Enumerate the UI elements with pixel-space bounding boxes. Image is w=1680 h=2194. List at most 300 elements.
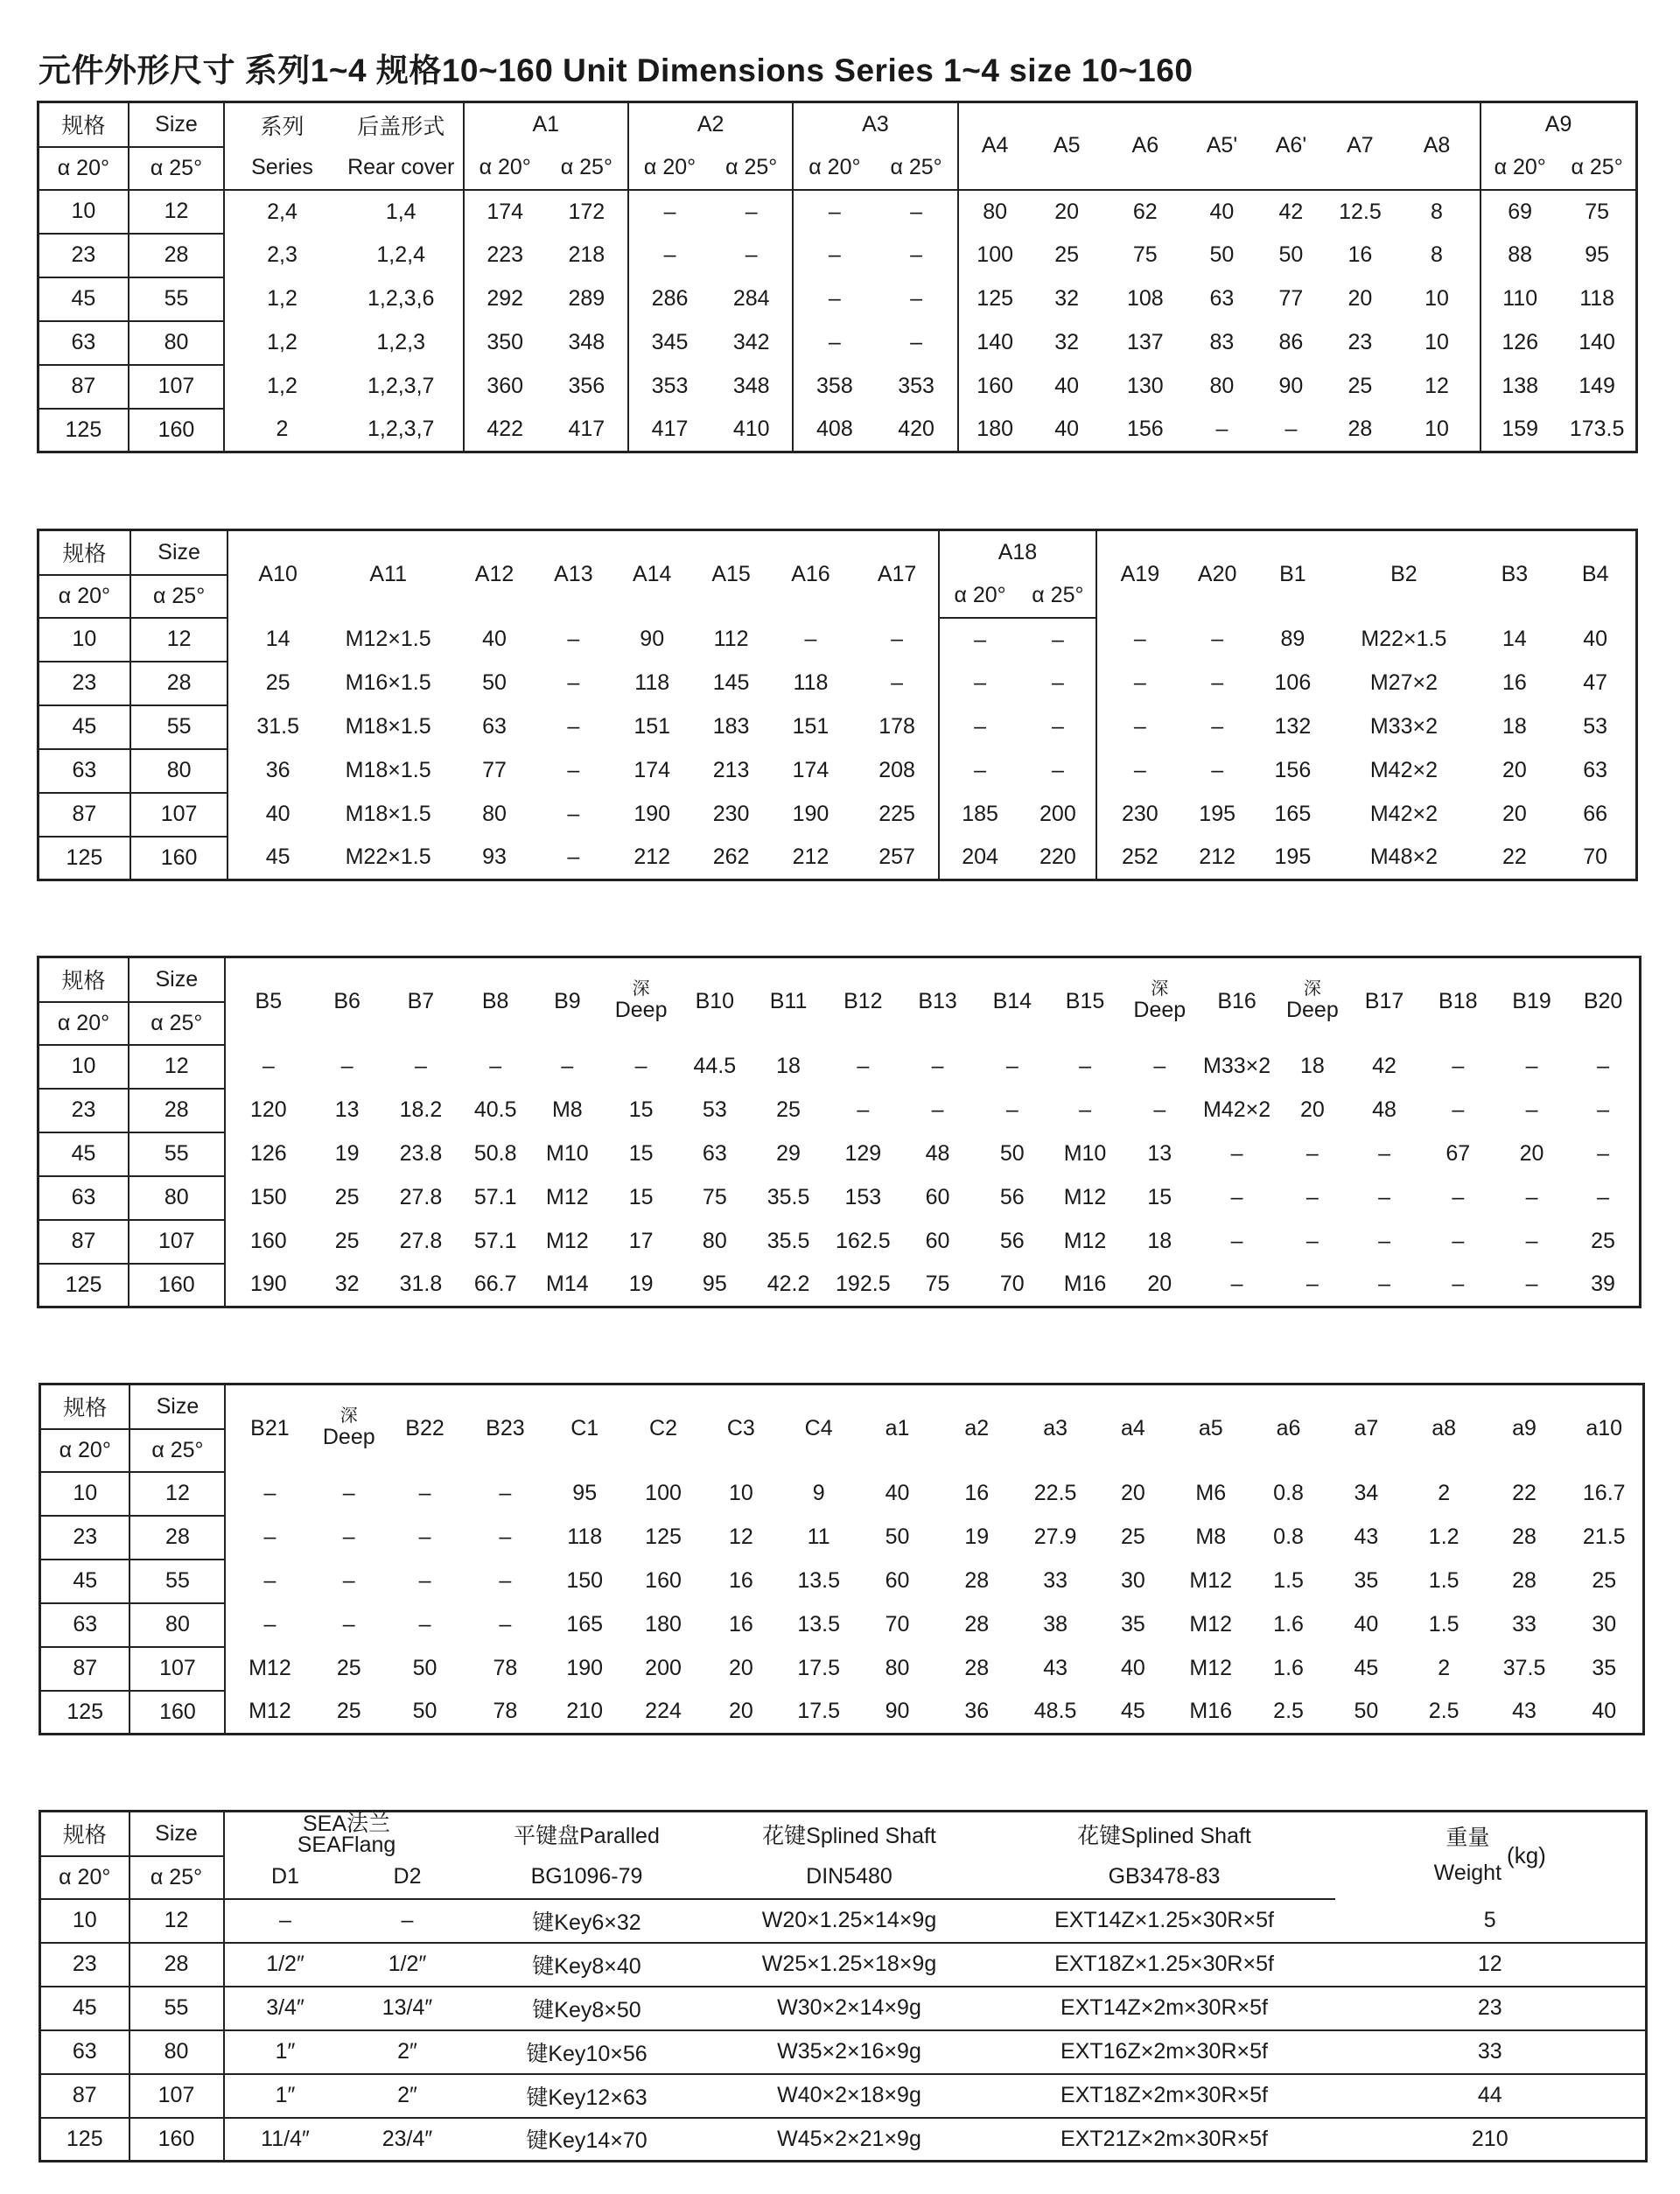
value-cell: 37.5 [1502,1656,1546,1680]
col-B13: B13 [918,988,957,1013]
value-cell: 140 [1578,330,1615,354]
value-cell: – [875,190,957,234]
value-cell: 1″ [224,2030,346,2074]
value-cell: 2″ [346,2030,469,2074]
value-cell: – [931,1054,944,1078]
value-cell: 30 [1121,1568,1145,1593]
size-alpha20-cell: 23 [38,1089,130,1132]
value-cell: 90 [640,627,665,651]
size-alpha20-cell: 23 [38,234,129,277]
value-cell: 145 [712,670,750,695]
col-a8: a8 [1432,1415,1457,1440]
value-cell: W20×1.25×14×9g [705,1899,994,1943]
value-cell: – [974,670,986,695]
value-cell: 178 [856,705,939,749]
col-A12: A12 [474,561,514,586]
A9-a25: α 25° [1558,147,1636,190]
key-header-title: 平键盘Paralled [514,1823,660,1848]
value-cell: – [418,1568,431,1593]
value-cell: – [567,714,580,739]
value-cell: M22×1.5 [1361,627,1447,651]
size-alpha20-cell: 125 [38,837,130,880]
value-cell: 40 [1054,374,1080,398]
value-cell: 18 [1299,1054,1325,1078]
value-cell: M16×1.5 [345,670,431,695]
value-cell: 16 [728,1612,753,1637]
value-cell: 19 [628,1272,654,1297]
value-cell: EXT18Z×1.25×30R×5f [994,1943,1335,1987]
value-cell: 53 [1583,714,1608,739]
col-C3: C3 [726,1415,755,1440]
value-cell: – [856,662,939,705]
size-alpha25-cell: 107 [129,365,224,409]
value-cell: M33×2 [1369,714,1438,739]
value-cell: 62 [1132,199,1158,224]
value-cell: 66.7 [473,1272,517,1297]
size-alpha20-cell: 10 [38,1045,130,1089]
value-cell: 15 [1147,1185,1172,1209]
size-alpha20-cell: 10 [38,190,129,234]
value-cell: 键Key8×40 [469,1943,705,1987]
col-A13: A13 [554,561,593,586]
value-cell: 40 [1121,1656,1145,1680]
value-cell: M12×1.5 [345,627,431,651]
value-cell: – [1133,670,1146,695]
value-cell: 345 [651,330,689,354]
value-cell: 60 [885,1568,910,1593]
value-cell: 218 [546,234,628,277]
value-cell: 43 [1354,1525,1379,1549]
A1-a20: α 20° [464,147,546,190]
value-cell: – [224,1899,346,1943]
value-cell: – [974,627,986,652]
value-cell: M6 [1195,1481,1227,1505]
size-alpha25-cell: 55 [130,1987,224,2030]
value-cell: 190 [634,802,671,826]
value-cell: – [710,234,793,277]
value-cell: 10 [1394,277,1480,321]
value-cell: 53 [702,1097,727,1122]
value-cell: 165 [566,1612,604,1637]
value-cell: 8 [1394,190,1480,234]
col-a5: a5 [1198,1415,1223,1440]
value-cell: 23.8 [399,1141,443,1166]
value-cell: 50 [1209,242,1235,267]
size-alpha25-cell: 12 [129,1045,225,1089]
din-standard-label: DIN5480 [705,1856,994,1899]
value-cell: 1.2 [1428,1525,1460,1549]
alpha20-header: α 20° [38,1002,130,1045]
value-cell: – [1230,1141,1243,1166]
value-cell: 18 [1502,714,1527,739]
alpha20-header: α 20° [38,147,129,190]
col-B7: B7 [407,988,435,1013]
A18-a20: α 20° [939,575,1020,618]
value-cell: 151 [634,714,671,739]
deep-en-label: Deep [322,1424,375,1449]
value-cell: 190 [792,802,830,826]
value-cell: 174 [634,758,671,782]
value-cell: M16 [1189,1699,1233,1724]
size-alpha25-cell: 12 [130,618,228,662]
value-cell: 67 [1446,1141,1471,1166]
value-cell: 156 [1274,758,1312,782]
value-cell: 1.5 [1273,1568,1304,1593]
size-alpha25-cell: 12 [130,1472,225,1516]
value-cell: 1,2 [267,330,298,354]
value-cell: – [567,802,580,826]
value-cell: 130 [1126,374,1164,398]
value-cell: 110 [1502,286,1538,311]
dimensions-table-4 [38,1383,1645,1735]
value-cell: – [262,1054,275,1078]
value-cell: 80 [702,1229,727,1253]
value-cell: 50.8 [473,1141,517,1166]
value-cell: – [1525,1185,1538,1209]
value-cell: 50 [1278,242,1304,267]
value-cell: 38 [1043,1612,1068,1637]
value-cell: 18.2 [399,1097,443,1122]
value-cell: – [263,1481,276,1505]
size-alpha25-cell: 28 [130,1943,224,1987]
value-cell: 358 [816,374,853,398]
value-cell: 150 [566,1568,604,1593]
value-cell: 33 [1512,1612,1536,1637]
value-cell: 2″ [346,2074,469,2118]
size-alpha25-cell: 55 [130,705,228,749]
value-cell: 284 [710,277,793,321]
table-row [40,2030,1647,2074]
value-cell: 48.5 [1033,1699,1077,1724]
size-alpha25-cell: 107 [129,1220,225,1264]
value-cell: 80 [983,199,1008,224]
col-A18: A18 [939,530,1096,575]
col-B16: B16 [1217,988,1256,1013]
value-cell: 125 [976,286,1014,311]
col-A3: A3 [793,102,957,147]
value-cell: EXT16Z×2m×30R×5f [994,2030,1335,2074]
alpha25-header: α 25° [130,1856,224,1899]
size-alpha20-cell: 125 [38,1264,130,1307]
value-cell: 159 [1502,417,1539,442]
value-cell: M12 [546,1185,589,1209]
size-alpha20-cell: 45 [38,1132,130,1176]
col-A20: A20 [1197,561,1237,586]
value-cell: 20 [1502,802,1527,826]
value-cell: 42.2 [766,1272,810,1297]
value-cell: W25×1.25×18×9g [705,1943,994,1987]
page-title: 元件外形尺寸 系列1~4 规格10~160 Unit Dimensions Series 1~4 size 10~160 [38,53,1194,88]
size-alpha25-cell: 28 [130,1516,225,1560]
value-cell: 225 [856,793,939,837]
value-cell: 120 [249,1097,287,1122]
value-cell: 348 [710,365,793,409]
value-cell: 13/4″ [346,1987,469,2030]
value-cell: 27.9 [1033,1525,1077,1549]
A1-a25: α 25° [546,147,628,190]
value-cell: M12 [248,1656,291,1680]
value-cell: 252 [1121,845,1158,870]
value-cell: 210 [1471,2126,1508,2151]
value-cell: – [499,1525,512,1549]
size-alpha20-cell: 63 [40,2030,130,2074]
value-cell: 95 [1585,242,1610,267]
value-cell: M18×1.5 [345,758,431,782]
sea-en-label: SEAFlang [297,1832,396,1856]
value-cell: 40 [1054,417,1080,442]
A3-a25: α 25° [875,147,957,190]
value-cell: 2,3 [267,242,298,267]
col-A6: A6 [1131,133,1159,158]
value-cell: 257 [856,837,939,880]
value-cell: – [1211,758,1224,782]
value-cell: 78 [493,1656,518,1680]
value-cell: 18 [1147,1229,1172,1253]
value-cell: 1,2,3 [340,321,464,365]
value-cell: M48×2 [1369,845,1438,870]
weight-en-label: Weight [1433,1861,1502,1886]
table-row [38,277,1637,321]
value-cell: 185 [962,802,998,826]
value-cell: – [1133,714,1146,739]
value-cell: 80 [885,1656,910,1680]
col-B22: B22 [405,1415,444,1440]
col-A2: A2 [628,102,793,147]
value-cell: 173.5 [1569,417,1625,442]
value-cell: – [263,1525,276,1549]
alpha25-header: α 25° [129,147,224,190]
value-cell: 108 [1126,286,1164,311]
value-cell: 1,2 [267,286,298,311]
value-cell: 40.5 [473,1097,517,1122]
value-cell: – [1005,1097,1018,1122]
table-row [38,1176,1641,1220]
size-header: Size [130,1812,224,1856]
deep-cn-label: 深 [1303,978,1321,999]
table-row [38,321,1637,365]
key-standard-label: BG1096-79 [469,1856,705,1899]
table-row [40,1987,1647,2030]
value-cell: 键Key12×63 [469,2074,705,2118]
col-B14: B14 [992,988,1032,1013]
value-cell: 48 [1372,1097,1396,1122]
value-cell: 45 [1121,1699,1145,1724]
col-B19: B19 [1512,988,1551,1013]
value-cell: – [1230,1185,1243,1209]
size-alpha25-cell: 55 [129,1132,225,1176]
value-cell: M18×1.5 [345,714,431,739]
value-cell: 28 [1348,417,1373,442]
value-cell: – [875,234,957,277]
guige-header: 规格 [38,530,130,575]
size-alpha20-cell: 87 [40,2074,130,2118]
value-cell: – [342,1481,355,1505]
value-cell: – [263,1612,276,1637]
value-cell: – [263,1568,276,1593]
size-alpha20-cell: 45 [40,1987,130,2030]
value-cell: 33 [1043,1568,1068,1593]
value-cell: – [1378,1141,1390,1166]
size-alpha25-cell: 80 [130,2030,224,2074]
value-cell: 410 [710,409,793,452]
value-cell: 33 [1335,2030,1647,2074]
value-cell: 2.5 [1428,1699,1460,1724]
value-cell: 126 [249,1141,287,1166]
value-cell: 118 [793,670,829,695]
table-row [38,234,1637,277]
value-cell: 422 [486,417,524,442]
value-cell: 25 [336,1656,361,1680]
value-cell: 25 [336,1699,361,1724]
value-cell: 86 [1278,330,1304,354]
value-cell: – [418,1481,431,1505]
table-row [38,749,1637,793]
value-cell: – [1452,1185,1465,1209]
col-B18: B18 [1438,988,1478,1013]
value-cell: EXT18Z×2m×30R×5f [994,2074,1335,2118]
value-cell: 220 [1020,837,1096,880]
value-cell: 50 [999,1141,1025,1166]
value-cell: 153 [844,1185,882,1209]
value-cell: 137 [1126,330,1164,354]
col-A5p: A5' [1206,133,1238,158]
value-cell: – [1525,1097,1538,1122]
value-cell: 22 [1502,845,1527,870]
col-C4: C4 [804,1415,833,1440]
size-header: Size [130,530,228,575]
value-cell: 48 [925,1141,950,1166]
value-cell: 32 [1054,330,1080,354]
A2-a20: α 20° [628,147,710,190]
value-cell: – [1215,417,1228,442]
value-cell: 17 [628,1229,654,1253]
value-cell: 100 [976,242,1014,267]
size-alpha25-cell: 80 [130,749,228,793]
value-cell: 75 [1585,199,1610,224]
value-cell: 353 [651,374,689,398]
col-a4: a4 [1121,1415,1145,1440]
value-cell: 22.5 [1033,1481,1077,1505]
col-B4: B4 [1581,561,1609,586]
value-cell: 180 [645,1612,682,1637]
value-cell: 160 [249,1229,287,1253]
value-cell: 47 [1583,670,1608,695]
size-alpha20-cell: 63 [38,749,130,793]
col-C2: C2 [649,1415,678,1440]
col-A9: A9 [1544,112,1572,137]
value-cell: – [1597,1185,1609,1209]
guige-header: 规格 [40,1384,130,1429]
value-cell: 45 [265,845,290,870]
value-cell: 95 [572,1481,598,1505]
table-row [38,793,1637,837]
value-cell: 1/2″ [224,1943,346,1987]
value-cell: – [1597,1141,1609,1166]
value-cell: 95 [702,1272,727,1297]
value-cell: 160 [645,1568,682,1593]
size-alpha25-cell: 80 [129,1176,225,1220]
value-cell: – [1020,618,1096,662]
deep-cn-label: 深 [1151,978,1169,999]
value-cell: 30 [1592,1612,1617,1637]
guige-header: 规格 [38,957,130,1002]
size-alpha20-cell: 87 [38,365,129,409]
value-cell: 77 [1278,286,1304,311]
guige-header: 规格 [40,1812,130,1856]
value-cell: 28 [1512,1525,1536,1549]
value-cell: 12 [1335,1943,1647,1987]
value-cell: – [1452,1054,1465,1078]
value-cell: 35.5 [766,1229,810,1253]
value-cell: 14 [265,627,290,651]
value-cell: 35 [1121,1612,1145,1637]
value-cell: – [1133,627,1146,651]
shaft-connection-table [38,1810,1648,2162]
deep-cn-label: 深 [632,978,650,999]
size-alpha25-cell: 107 [130,2074,224,2118]
value-cell: 17.5 [797,1699,840,1724]
value-cell: 键Key10×56 [469,2030,705,2074]
value-cell: 112 [713,627,749,651]
value-cell: 63 [702,1141,727,1166]
size-alpha25-cell: 55 [129,277,224,321]
value-cell: – [567,845,580,870]
value-cell: 70 [1583,845,1608,870]
value-cell: 208 [856,749,939,793]
value-cell: 43 [1043,1656,1068,1680]
value-cell: – [499,1612,512,1637]
value-cell: – [1306,1272,1319,1297]
col-A16: A16 [791,561,830,586]
size-alpha25-cell: 160 [130,1691,225,1735]
table-row [40,1472,1644,1516]
value-cell: M42×2 [1203,1097,1271,1122]
value-cell: 200 [1020,793,1096,837]
value-cell: 键Key6×32 [469,1899,705,1943]
col-a10: a10 [1586,1415,1623,1440]
value-cell: 212 [1199,845,1236,870]
table-row [38,705,1637,749]
value-cell: – [1452,1229,1465,1253]
value-cell: 25 [1121,1525,1145,1549]
value-cell: – [418,1525,431,1549]
value-cell: 1,4 [340,190,464,234]
value-cell: 12 [728,1525,753,1549]
value-cell: 32 [334,1272,360,1297]
col-B23: B23 [486,1415,525,1440]
value-cell: 93 [482,845,507,870]
table-row [40,1603,1644,1647]
value-cell: 20 [1348,286,1373,311]
value-cell: 66 [1583,802,1608,826]
size-alpha20-cell: 10 [40,1899,130,1943]
value-cell: M12 [546,1229,589,1253]
weight-header [1335,1812,1647,1899]
value-cell: 50 [1354,1699,1379,1724]
size-alpha25-cell: 107 [130,793,228,837]
series-cn-header: 系列 [260,114,304,139]
value-cell: 16 [1502,670,1527,695]
alpha20-header: α 20° [38,575,130,618]
value-cell: 27.8 [399,1185,443,1209]
col-A5: A5 [1053,133,1081,158]
value-cell: 204 [962,845,998,870]
value-cell: 28 [964,1568,990,1593]
value-cell: M42×2 [1369,802,1438,826]
value-cell: – [418,1612,431,1637]
value-cell: 75 [1132,242,1158,267]
size-alpha20-cell: 45 [38,277,129,321]
